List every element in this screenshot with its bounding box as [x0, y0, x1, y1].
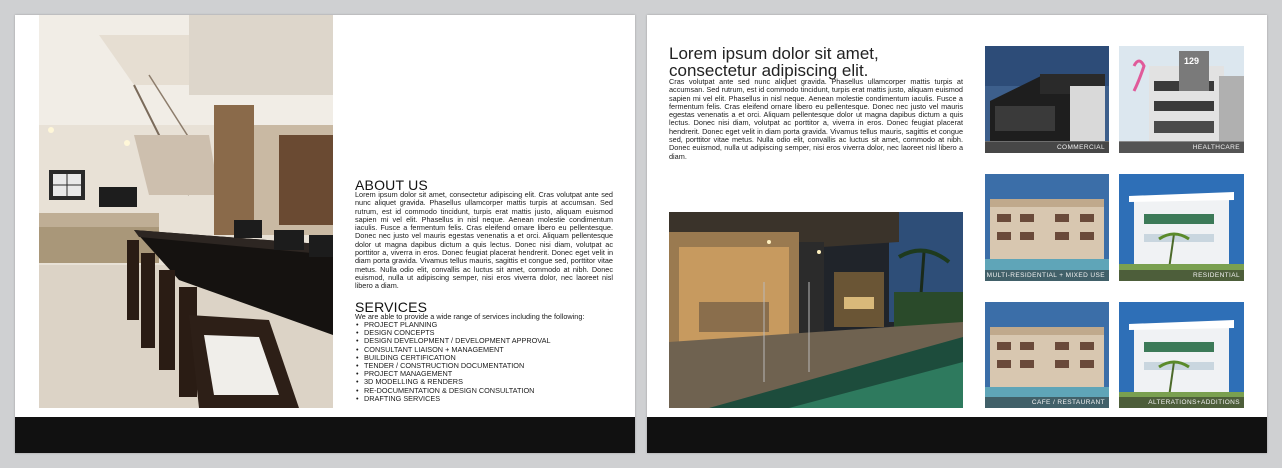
service-item: • PROJECT MANAGEMENT	[355, 370, 615, 378]
right-footer-band	[647, 417, 1267, 453]
service-item: • DESIGN CONCEPTS	[355, 329, 615, 337]
service-item: • CONSULTANT LIAISON + MANAGEMENT	[355, 346, 615, 354]
intro-title-line1: Lorem ipsum dolor sit amet,	[669, 44, 879, 63]
building-number-sign: 129	[1184, 56, 1200, 66]
caption-residential: RESIDENTIAL	[1192, 272, 1240, 279]
service-item: • TENDER / CONSTRUCTION DOCUMENTATION	[355, 362, 615, 370]
gallery-commercial	[985, 46, 1109, 153]
interior-dining-photo	[39, 15, 333, 408]
service-item: • BUILDING CERTIFICATION	[355, 354, 615, 362]
services-intro: We are able to provide a wide range of services including the following:	[355, 312, 585, 321]
service-item: • 3D MODELLING & RENDERS	[355, 378, 615, 386]
caption-commercial: COMMERCIAL	[1056, 144, 1105, 151]
services-list	[355, 321, 615, 403]
about-heading: ABOUT US	[355, 177, 428, 193]
gallery-healthcare	[1119, 46, 1244, 153]
caption-alterations-additions: ALTERATIONS+ADDITIONS	[1148, 399, 1240, 406]
pool-house-photo	[669, 212, 963, 408]
service-item: • RE-DOCUMENTATION & DESIGN CONSULTATION	[355, 387, 615, 395]
service-item: • PROJECT PLANNING	[355, 321, 615, 329]
caption-cafe-restaurant: CAFE / RESTAURANT	[1031, 399, 1105, 406]
left-page	[15, 15, 635, 453]
intro-title-line2: consectetur adipiscing elit.	[669, 61, 869, 80]
left-footer-band	[15, 417, 635, 453]
gallery-residential	[1119, 174, 1244, 281]
caption-healthcare: HEALTHCARE	[1192, 144, 1240, 151]
intro-body: Cras volutpat ante sed nunc aliquet gravida. Phasellus ullamcorper mattis turpis at accumsan. Sed rutrum, est id commodo tincidunt, turpis erat mattis justo, aliquam euismod sapien mi vel elit. Phasellus in nisl neque. Aenean molestie condimentum iaculis. Fusce a fermentum felis. Cras eleifend ornare libero eu pellentesque. Donec nec justo vel mauris egestas venenatis a et orci. Aliquam pellentesque dolor ut magna dapibus dictum a quis lectus. Donec nisi diam, volutpat ac porttitor a, viverra in eros. Donec feugiat placerat hendrerit. Donec eget velit in diam porta gravida. Vivamus tellus mauris, sagittis et congue sed, porttitor vitae metus. Nulla odio elit, convallis ac luctus sit amet, commodo at nibh. Donec euismod, nulla ut adipiscing semper, nisi eros viverra dolor, nec laoreet nisl libero a diam.	[669, 77, 963, 161]
right-page	[647, 15, 1267, 453]
service-item: • DRAFTING SERVICES	[355, 395, 615, 403]
caption-multi-residential: MULTI-RESIDENTIAL + MIXED USE	[986, 272, 1105, 279]
services-heading: SERVICES	[355, 299, 428, 315]
about-body: Lorem ipsum dolor sit amet, consectetur adipiscing elit. Cras volutpat ante sed nunc aliquet gravida. Phasellus ullamcorper mattis turpis at accumsan. Sed rutrum, est id commodo tincidunt, turpis erat mattis justo, aliquam euismod sapien mi vel elit. Phasellus in nisl neque. Aenean molestie condimentum iaculis. Fusce a fermentum felis. Cras eleifend ornare libero eu pellentesque. Donec nec justo vel mauris egestas venenatis a et orci. Aliquam pellentesque dolor ut magna dapibus dictum a quis lectus. Donec nisi diam, volutpat ac porttitor a, viverra in eros. Donec feugiat placerat hendrerit. Donec eget velit in diam porta gravida. Vivamus tellus mauris, sagittis et congue sed, porttitor vitae metus. Nulla odio elit, convallis ac luctus sit amet, commodo at nibh. Donec euismod, nulla ut adipiscing semper, nisi eros viverra dolor, nec laoreet nisl libero a diam.	[355, 190, 613, 291]
gallery-alterations-additions	[1119, 302, 1244, 408]
intro-title	[669, 45, 979, 79]
service-item: • DESIGN DEVELOPMENT / DEVELOPMENT APPROVAL	[355, 337, 615, 345]
gallery-multi-residential	[985, 174, 1109, 281]
gallery-cafe-restaurant	[985, 302, 1109, 408]
